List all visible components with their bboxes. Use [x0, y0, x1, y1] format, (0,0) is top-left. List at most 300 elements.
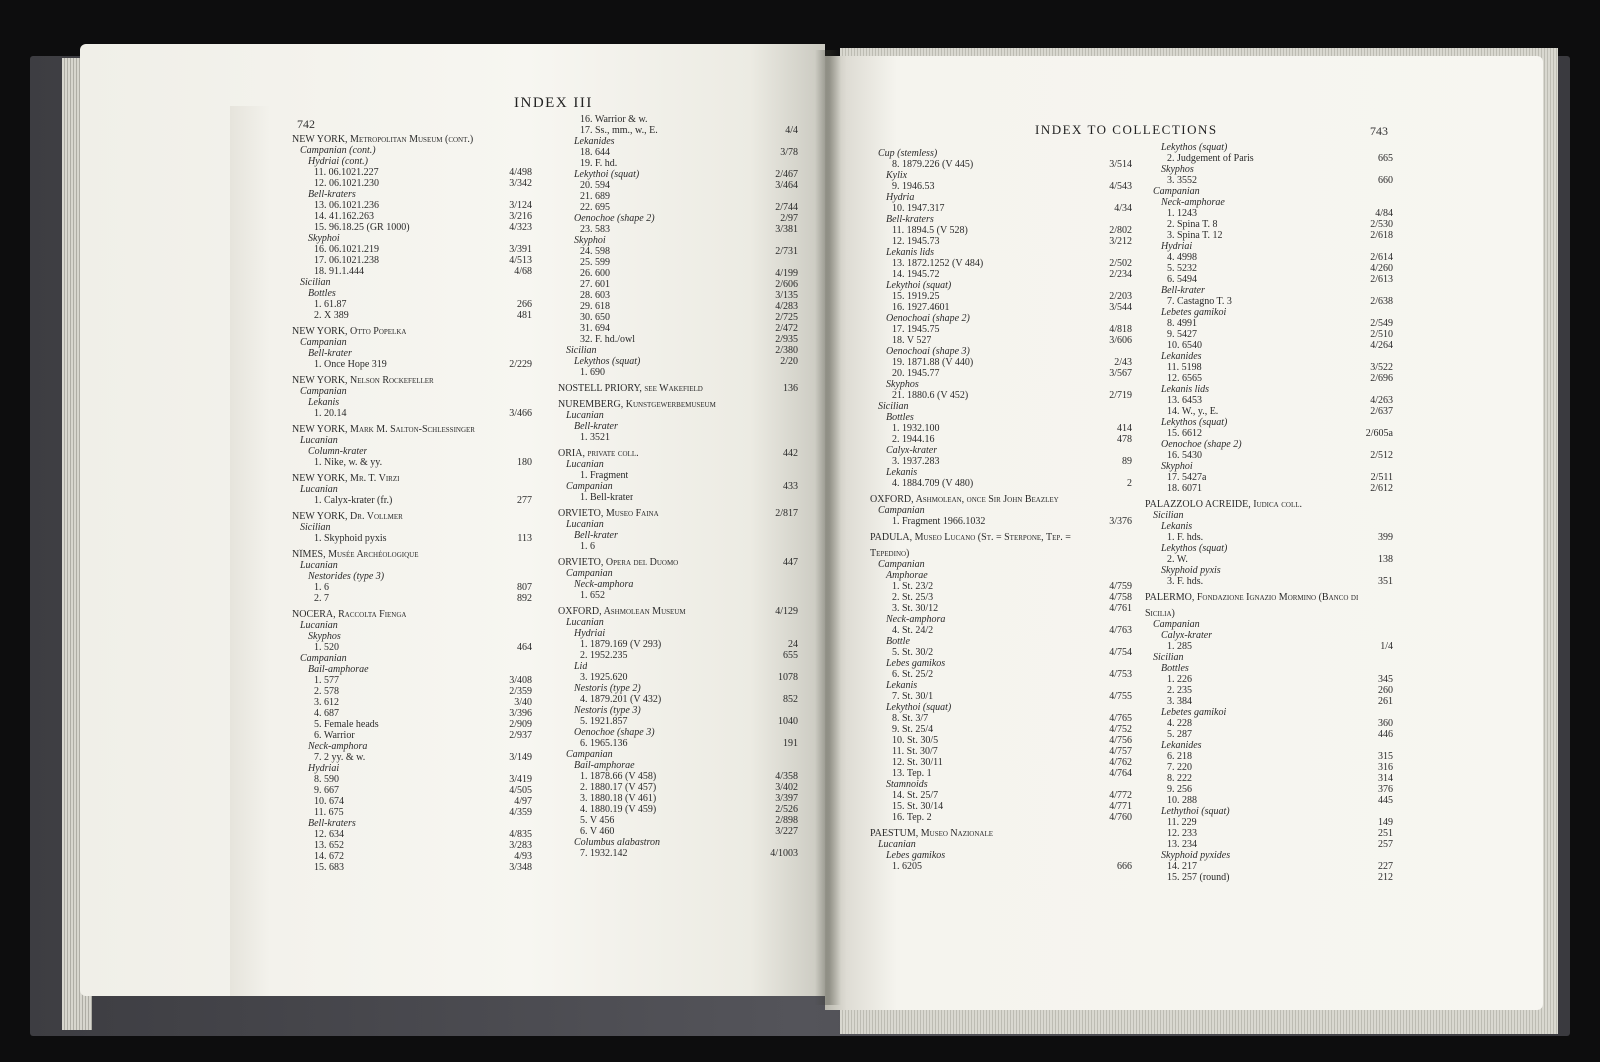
index-entry-reference: 4/505 — [509, 785, 532, 796]
book-gutter — [815, 50, 841, 1005]
index-entry-reference: 4/513 — [509, 255, 532, 266]
index-entry-reference: 4/753 — [1109, 669, 1132, 680]
index-entry-reference: 251 — [1378, 828, 1393, 839]
index-entry — [292, 642, 532, 653]
index-entry-reference: 3/402 — [775, 782, 798, 793]
index-entry-reference: 89 — [1122, 456, 1132, 467]
index-entry — [292, 851, 532, 862]
index-entry-text: 11. 1894.5 (V 528) — [892, 225, 968, 236]
index-entry — [292, 255, 532, 266]
index-entry-text: Bell-krater — [308, 348, 352, 359]
index-entry-reference — [1387, 285, 1393, 296]
index-entry-text: OXFORD, Ashmolean Museum — [558, 606, 686, 617]
index-entry-text: NÎMES, Musée Archéologique — [292, 549, 419, 560]
index-entry-reference: 4/263 — [1370, 395, 1393, 406]
index-entry-reference: 2/530 — [1370, 219, 1393, 230]
index-entry-text: 1. 690 — [580, 367, 605, 378]
index-entry-reference: 4/765 — [1109, 713, 1132, 724]
index-entry-text: 1. 1243 — [1167, 208, 1197, 219]
index-entry — [870, 801, 1132, 812]
index-entry-reference: 4/760 — [1109, 812, 1132, 823]
index-entry — [870, 159, 1132, 170]
index-entry-reference: 2/502 — [1109, 258, 1132, 269]
index-entry — [870, 669, 1132, 680]
index-entry-text: 16. Tep. 2 — [892, 812, 932, 823]
index-entry-text: Campanian — [300, 386, 347, 397]
index-entry-text: Bottles — [308, 288, 336, 299]
index-entry-text: Lekythoi (squat) — [886, 702, 952, 713]
index-entry — [292, 807, 532, 818]
index-entry — [870, 346, 1132, 357]
index-entry-reference — [1126, 702, 1132, 713]
index-entry — [558, 672, 798, 683]
index-entry-reference — [1126, 346, 1132, 357]
index-entry-text: 1. 577 — [314, 675, 339, 686]
index-entry-text: Lekythoi (squat) — [574, 169, 640, 180]
index-entry-reference — [1387, 307, 1393, 318]
index-entry — [292, 686, 532, 697]
index-entry-text: 6. V 460 — [580, 826, 615, 837]
index-entry-reference — [1387, 142, 1393, 153]
index-collection-heading — [292, 609, 532, 620]
index-entry-reference: 2/605a — [1365, 428, 1393, 439]
index-entry-text: 2. 7 — [314, 593, 329, 604]
index-entry-text: 16. Warrior & w. — [580, 114, 648, 125]
index-entry-reference — [1126, 548, 1132, 559]
index-entry-reference: 4/764 — [1109, 768, 1132, 779]
index-entry — [870, 291, 1132, 302]
index-entry-text: 12. 06.1021.230 — [314, 178, 379, 189]
index-entry-reference: 24 — [788, 639, 798, 650]
index-entry — [1145, 543, 1393, 554]
index-entry — [558, 191, 798, 202]
index-entry — [558, 470, 798, 481]
index-entry — [292, 522, 532, 533]
index-entry — [292, 653, 532, 664]
index-entry-text: Lekythos (squat) — [1161, 417, 1228, 428]
index-entry-text: 1. Fragment 1966.1032 — [892, 516, 986, 527]
index-entry-text: 3. Spina T. 12 — [1167, 230, 1223, 241]
index-entry — [558, 519, 798, 530]
index-entry-text: 21. 1880.6 (V 452) — [892, 390, 969, 401]
index-entry-reference: 261 — [1378, 696, 1393, 707]
index-entry — [558, 180, 798, 191]
index-entry-reference: 2/380 — [775, 345, 798, 356]
index-entry-reference: 227 — [1378, 861, 1393, 872]
index-entry-reference: 3/408 — [509, 675, 532, 686]
index-entry-text: Lekanides — [574, 136, 615, 147]
index-entry-reference: 4/771 — [1109, 801, 1132, 812]
index-entry-text: 8. 590 — [314, 774, 339, 785]
index-entry-reference: 2/359 — [509, 686, 532, 697]
index-entry — [292, 862, 532, 873]
index-entry-reference — [1387, 499, 1393, 510]
index-entry-reference — [1387, 417, 1393, 428]
index-entry — [1145, 164, 1393, 175]
index-entry-text: 15. St. 30/14 — [892, 801, 944, 812]
index-entry — [870, 559, 1132, 570]
index-entry — [292, 397, 532, 408]
index-entry — [558, 356, 798, 367]
index-entry — [292, 189, 532, 200]
index-entry-text: Column-krater — [308, 446, 368, 457]
index-entry — [1145, 652, 1393, 663]
index-entry — [558, 268, 798, 279]
index-entry-reference: 4/755 — [1109, 691, 1132, 702]
index-entry-reference: 3/396 — [509, 708, 532, 719]
index-entry — [1145, 252, 1393, 263]
index-entry-reference: 666 — [1117, 861, 1132, 872]
index-entry-reference: 442 — [783, 448, 798, 459]
index-entry-reference — [1387, 608, 1393, 619]
index-entry-reference — [1126, 636, 1132, 647]
index-collection-heading — [558, 508, 798, 519]
index-entry-reference — [526, 386, 532, 397]
index-entry-reference: 314 — [1378, 773, 1393, 784]
index-entry — [870, 625, 1132, 636]
index-entry-reference — [526, 375, 532, 386]
index-entry-reference — [792, 410, 798, 421]
index-entry — [1145, 850, 1393, 861]
index-entry-text: NEW YORK, Nelson Rockefeller — [292, 375, 434, 386]
index-entry-text: Columbus alabastron — [574, 837, 661, 848]
index-entry — [870, 302, 1132, 313]
index-entry — [1145, 219, 1393, 230]
index-entry-text: Lekanis lids — [1161, 384, 1210, 395]
index-entry-reference — [1126, 401, 1132, 412]
index-entry-reference — [792, 136, 798, 147]
index-entry — [558, 650, 798, 661]
index-entry-reference — [526, 818, 532, 829]
index-entry-text: 1. Nike, w. & yy. — [314, 457, 383, 468]
index-entry-reference — [792, 432, 798, 443]
index-entry — [292, 211, 532, 222]
index-entry-text: 4. 687 — [314, 708, 339, 719]
index-entry — [1145, 762, 1393, 773]
index-entry-text: Lekanides — [1161, 740, 1202, 751]
index-entry-text: 12. 6565 — [1167, 373, 1202, 384]
index-entry-text: Sicilian — [300, 522, 331, 533]
index-entry-reference — [1126, 570, 1132, 581]
index-entry-reference — [1126, 313, 1132, 324]
index-entry-text: Campanian — [300, 653, 347, 664]
index-collection-heading — [292, 549, 532, 560]
index-entry — [870, 269, 1132, 280]
index-entry-reference: 3/124 — [509, 200, 532, 211]
index-entry-reference: 277 — [517, 495, 532, 506]
index-entry — [292, 337, 532, 348]
index-entry-text: 5. St. 30/2 — [892, 647, 934, 658]
index-entry-text: Hydriai — [574, 628, 606, 639]
index-entry — [558, 492, 798, 503]
index-entry — [558, 147, 798, 158]
index-entry — [292, 222, 532, 233]
index-entry-text: Tepedino) — [870, 548, 910, 559]
index-entry-text: 14. 41.162.263 — [314, 211, 374, 222]
index-entry-text: NEW YORK, Mark M. Salton-Schlessinger — [292, 424, 475, 435]
index-entry — [558, 617, 798, 628]
index-entry-text: Campanian — [878, 505, 925, 516]
index-entry — [1145, 153, 1393, 164]
index-entry-text: 6. Warrior — [314, 730, 355, 741]
index-entry — [1145, 630, 1393, 641]
index-entry-reference: 315 — [1378, 751, 1393, 762]
index-entry-text: 6. St. 25/2 — [892, 669, 934, 680]
index-entry-text: 9. 5427 — [1167, 329, 1197, 340]
index-entry — [870, 192, 1132, 203]
index-entry-text: 17. 5427a — [1167, 472, 1207, 483]
index-entry-reference: 445 — [1378, 795, 1393, 806]
index-entry — [1145, 861, 1393, 872]
index-entry-reference: 3/419 — [509, 774, 532, 785]
index-entry-reference — [792, 459, 798, 470]
index-collection-heading — [292, 511, 532, 522]
index-entry — [870, 746, 1132, 757]
index-entry — [558, 224, 798, 235]
index-entry-reference: 4/97 — [514, 796, 532, 807]
index-entry-text: Nestoris (type 2) — [574, 683, 641, 694]
index-entry-reference: 4/772 — [1109, 790, 1132, 801]
index-entry-text: 3. 3552 — [1167, 175, 1197, 186]
index-entry-text: Campanian — [566, 481, 613, 492]
index-entry-reference — [792, 749, 798, 760]
index-entry — [292, 145, 532, 156]
index-entry — [292, 167, 532, 178]
index-entry — [1145, 718, 1393, 729]
index-entry-text: 8. St. 3/7 — [892, 713, 929, 724]
index-entry-reference: 4/359 — [509, 807, 532, 818]
index-entry-text: 1. Bell-krater — [580, 492, 634, 503]
index-entry — [1145, 576, 1393, 587]
index-entry-reference — [1387, 241, 1393, 252]
index-entry-text: 8. 1879.226 (V 445) — [892, 159, 974, 170]
index-entry-reference — [526, 620, 532, 631]
index-entry-text: Skyphoid pyxis — [1161, 565, 1221, 576]
index-entry — [1145, 263, 1393, 274]
index-entry-reference: 2/43 — [1114, 357, 1132, 368]
index-entry-reference: 2/234 — [1109, 269, 1132, 280]
index-entry — [292, 495, 532, 506]
index-entry-reference: 4/818 — [1109, 324, 1132, 335]
index-entry-text: 1. 61.87 — [314, 299, 347, 310]
binding-strip — [230, 106, 270, 996]
index-entry-text: 13. 652 — [314, 840, 344, 851]
index-collection-heading — [1145, 592, 1393, 603]
index-entry — [558, 432, 798, 443]
index-entry-text: 15. 683 — [314, 862, 344, 873]
index-entry — [292, 620, 532, 631]
index-entry — [1145, 828, 1393, 839]
index-entry-reference — [1387, 461, 1393, 472]
right-column-2 — [1145, 142, 1393, 883]
index-entry-reference: 3/464 — [775, 180, 798, 191]
index-entry-reference — [526, 348, 532, 359]
index-entry — [870, 570, 1132, 581]
index-entry — [292, 741, 532, 752]
index-entry — [292, 582, 532, 593]
index-entry — [870, 170, 1132, 181]
index-entry-reference — [1387, 630, 1393, 641]
index-entry-text: 18. 644 — [580, 147, 610, 158]
index-entry — [558, 793, 798, 804]
index-entry-reference: 2/618 — [1370, 230, 1393, 241]
index-entry — [292, 829, 532, 840]
index-entry — [1145, 186, 1393, 197]
index-entry-reference — [792, 628, 798, 639]
index-entry-reference — [1387, 351, 1393, 362]
index-entry-reference: 3/391 — [509, 244, 532, 255]
index-entry-text: 4. 4998 — [1167, 252, 1197, 263]
index-entry — [1145, 674, 1393, 685]
index-entry-text: Hydria — [886, 192, 915, 203]
index-entry-reference: 316 — [1378, 762, 1393, 773]
index-entry-reference — [1387, 707, 1393, 718]
index-entry-reference: 2/606 — [775, 279, 798, 290]
index-entry-reference — [526, 653, 532, 664]
index-entry-text: Hydriai — [308, 763, 340, 774]
index-entry-text: Bail-amphorae — [308, 664, 369, 675]
index-entry-text: Lekanis — [1161, 521, 1193, 532]
index-entry-text: 2. 578 — [314, 686, 339, 697]
index-entry-reference: 481 — [517, 310, 532, 321]
index-entry-reference: 464 — [517, 642, 532, 653]
index-entry-reference: 660 — [1378, 175, 1393, 186]
index-entry-reference — [526, 288, 532, 299]
index-entry — [870, 225, 1132, 236]
index-entry-reference — [792, 727, 798, 738]
index-entry-text: 12. 1945.73 — [892, 236, 940, 247]
index-entry-reference — [526, 664, 532, 675]
index-entry-text: 3. 612 — [314, 697, 339, 708]
index-entry-text: 17. 1945.75 — [892, 324, 940, 335]
index-entry-text: Lucanian — [566, 459, 604, 470]
index-entry — [1145, 307, 1393, 318]
index-entry-reference: 2/614 — [1370, 252, 1393, 263]
index-entry — [870, 614, 1132, 625]
index-entry-text: 14. St. 25/7 — [892, 790, 939, 801]
index-entry-text: 24. 598 — [580, 246, 610, 257]
index-entry — [1145, 461, 1393, 472]
index-entry-text: Skyphos — [1161, 164, 1194, 175]
index-entry — [558, 323, 798, 334]
index-entry-reference: 2/731 — [775, 246, 798, 257]
index-entry — [870, 603, 1132, 614]
index-entry — [558, 481, 798, 492]
index-entry-text: 2. Judgement of Paris — [1167, 153, 1254, 164]
index-entry — [292, 796, 532, 807]
index-entry — [292, 288, 532, 299]
index-entry — [1145, 351, 1393, 362]
index-entry — [558, 760, 798, 771]
index-entry — [870, 434, 1132, 445]
index-entry — [558, 568, 798, 579]
index-entry-reference — [526, 156, 532, 167]
index-entry — [870, 467, 1132, 478]
index-entry — [1145, 784, 1393, 795]
index-collection-heading — [1145, 499, 1393, 510]
index-entry-reference: 4/199 — [775, 268, 798, 279]
index-entry-reference — [526, 473, 532, 484]
index-entry-text: 11. 229 — [1167, 817, 1197, 828]
index-entry — [558, 590, 798, 601]
index-entry-text: Lekythos (squat) — [1161, 142, 1228, 153]
index-collection-heading — [558, 399, 798, 410]
index-entry — [558, 459, 798, 470]
index-entry-text: 5. V 456 — [580, 815, 615, 826]
index-entry — [1145, 197, 1393, 208]
index-entry-text: 4. 1880.19 (V 459) — [580, 804, 657, 815]
index-entry-reference: 2/20 — [780, 356, 798, 367]
index-entry-text: 4. St. 24/2 — [892, 625, 934, 636]
index-entry — [870, 757, 1132, 768]
index-collection-heading — [1145, 608, 1393, 619]
index-entry-text: Lid — [574, 661, 588, 672]
left-page — [80, 44, 825, 996]
index-entry-reference: 191 — [783, 738, 798, 749]
index-entry-reference — [1126, 379, 1132, 390]
index-entry-text: Bell-kraters — [308, 189, 356, 200]
index-entry — [1145, 663, 1393, 674]
index-entry-text: 30. 650 — [580, 312, 610, 323]
index-entry-reference: 3/466 — [509, 408, 532, 419]
index-entry-text: 4. 1879.201 (V 432) — [580, 694, 662, 705]
index-entry-text: 1. F. hds. — [1167, 532, 1204, 543]
index-entry-reference: 2/467 — [775, 169, 798, 180]
index-entry-reference: 478 — [1117, 434, 1132, 445]
index-entry-text: ORVIETO, Museo Faina — [558, 508, 659, 519]
index-entry-reference: 3/40 — [514, 697, 532, 708]
index-entry-text: 10. 6540 — [1167, 340, 1202, 351]
index-entry-text: 13. 06.1021.236 — [314, 200, 379, 211]
index-entry-reference — [526, 631, 532, 642]
index-entry — [870, 390, 1132, 401]
index-entry — [870, 357, 1132, 368]
index-entry-text: Lethythoi (squat) — [1161, 806, 1230, 817]
index-entry-text: 1. 1879.169 (V 293) — [580, 639, 662, 650]
index-entry-reference — [792, 114, 798, 125]
index-entry-text: Lekanis — [308, 397, 340, 408]
index-entry-text: Neck-amphorae — [1161, 197, 1225, 208]
index-entry-text: 2. Spina T. 8 — [1167, 219, 1218, 230]
index-entry-reference: 257 — [1378, 839, 1393, 850]
index-entry-reference — [1126, 850, 1132, 861]
index-entry-text: Lucanian — [566, 617, 604, 628]
index-entry — [870, 790, 1132, 801]
index-entry-reference: 2/637 — [1370, 406, 1393, 417]
index-entry-text: 11. St. 30/7 — [892, 746, 938, 757]
index-entry-reference: 4/762 — [1109, 757, 1132, 768]
index-entry — [1145, 795, 1393, 806]
index-entry — [870, 658, 1132, 669]
index-entry-reference — [1126, 170, 1132, 181]
index-entry-reference: 4/84 — [1375, 208, 1393, 219]
index-entry — [1145, 384, 1393, 395]
index-entry — [870, 247, 1132, 258]
index-entry — [1145, 839, 1393, 850]
index-entry-text: Lucanian — [566, 410, 604, 421]
index-entry-text: 1. Skyphoid pyxis — [314, 533, 387, 544]
index-entry — [558, 530, 798, 541]
index-entry — [558, 235, 798, 246]
index-entry — [558, 639, 798, 650]
index-entry-text: 7. Castagno T. 3 — [1167, 296, 1232, 307]
index-entry — [1145, 554, 1393, 565]
index-entry-text: 12. 634 — [314, 829, 344, 840]
index-entry-text: 9. 256 — [1167, 784, 1192, 795]
index-entry — [292, 571, 532, 582]
index-entry-reference: 2/909 — [509, 719, 532, 730]
index-entry-reference — [1126, 214, 1132, 225]
